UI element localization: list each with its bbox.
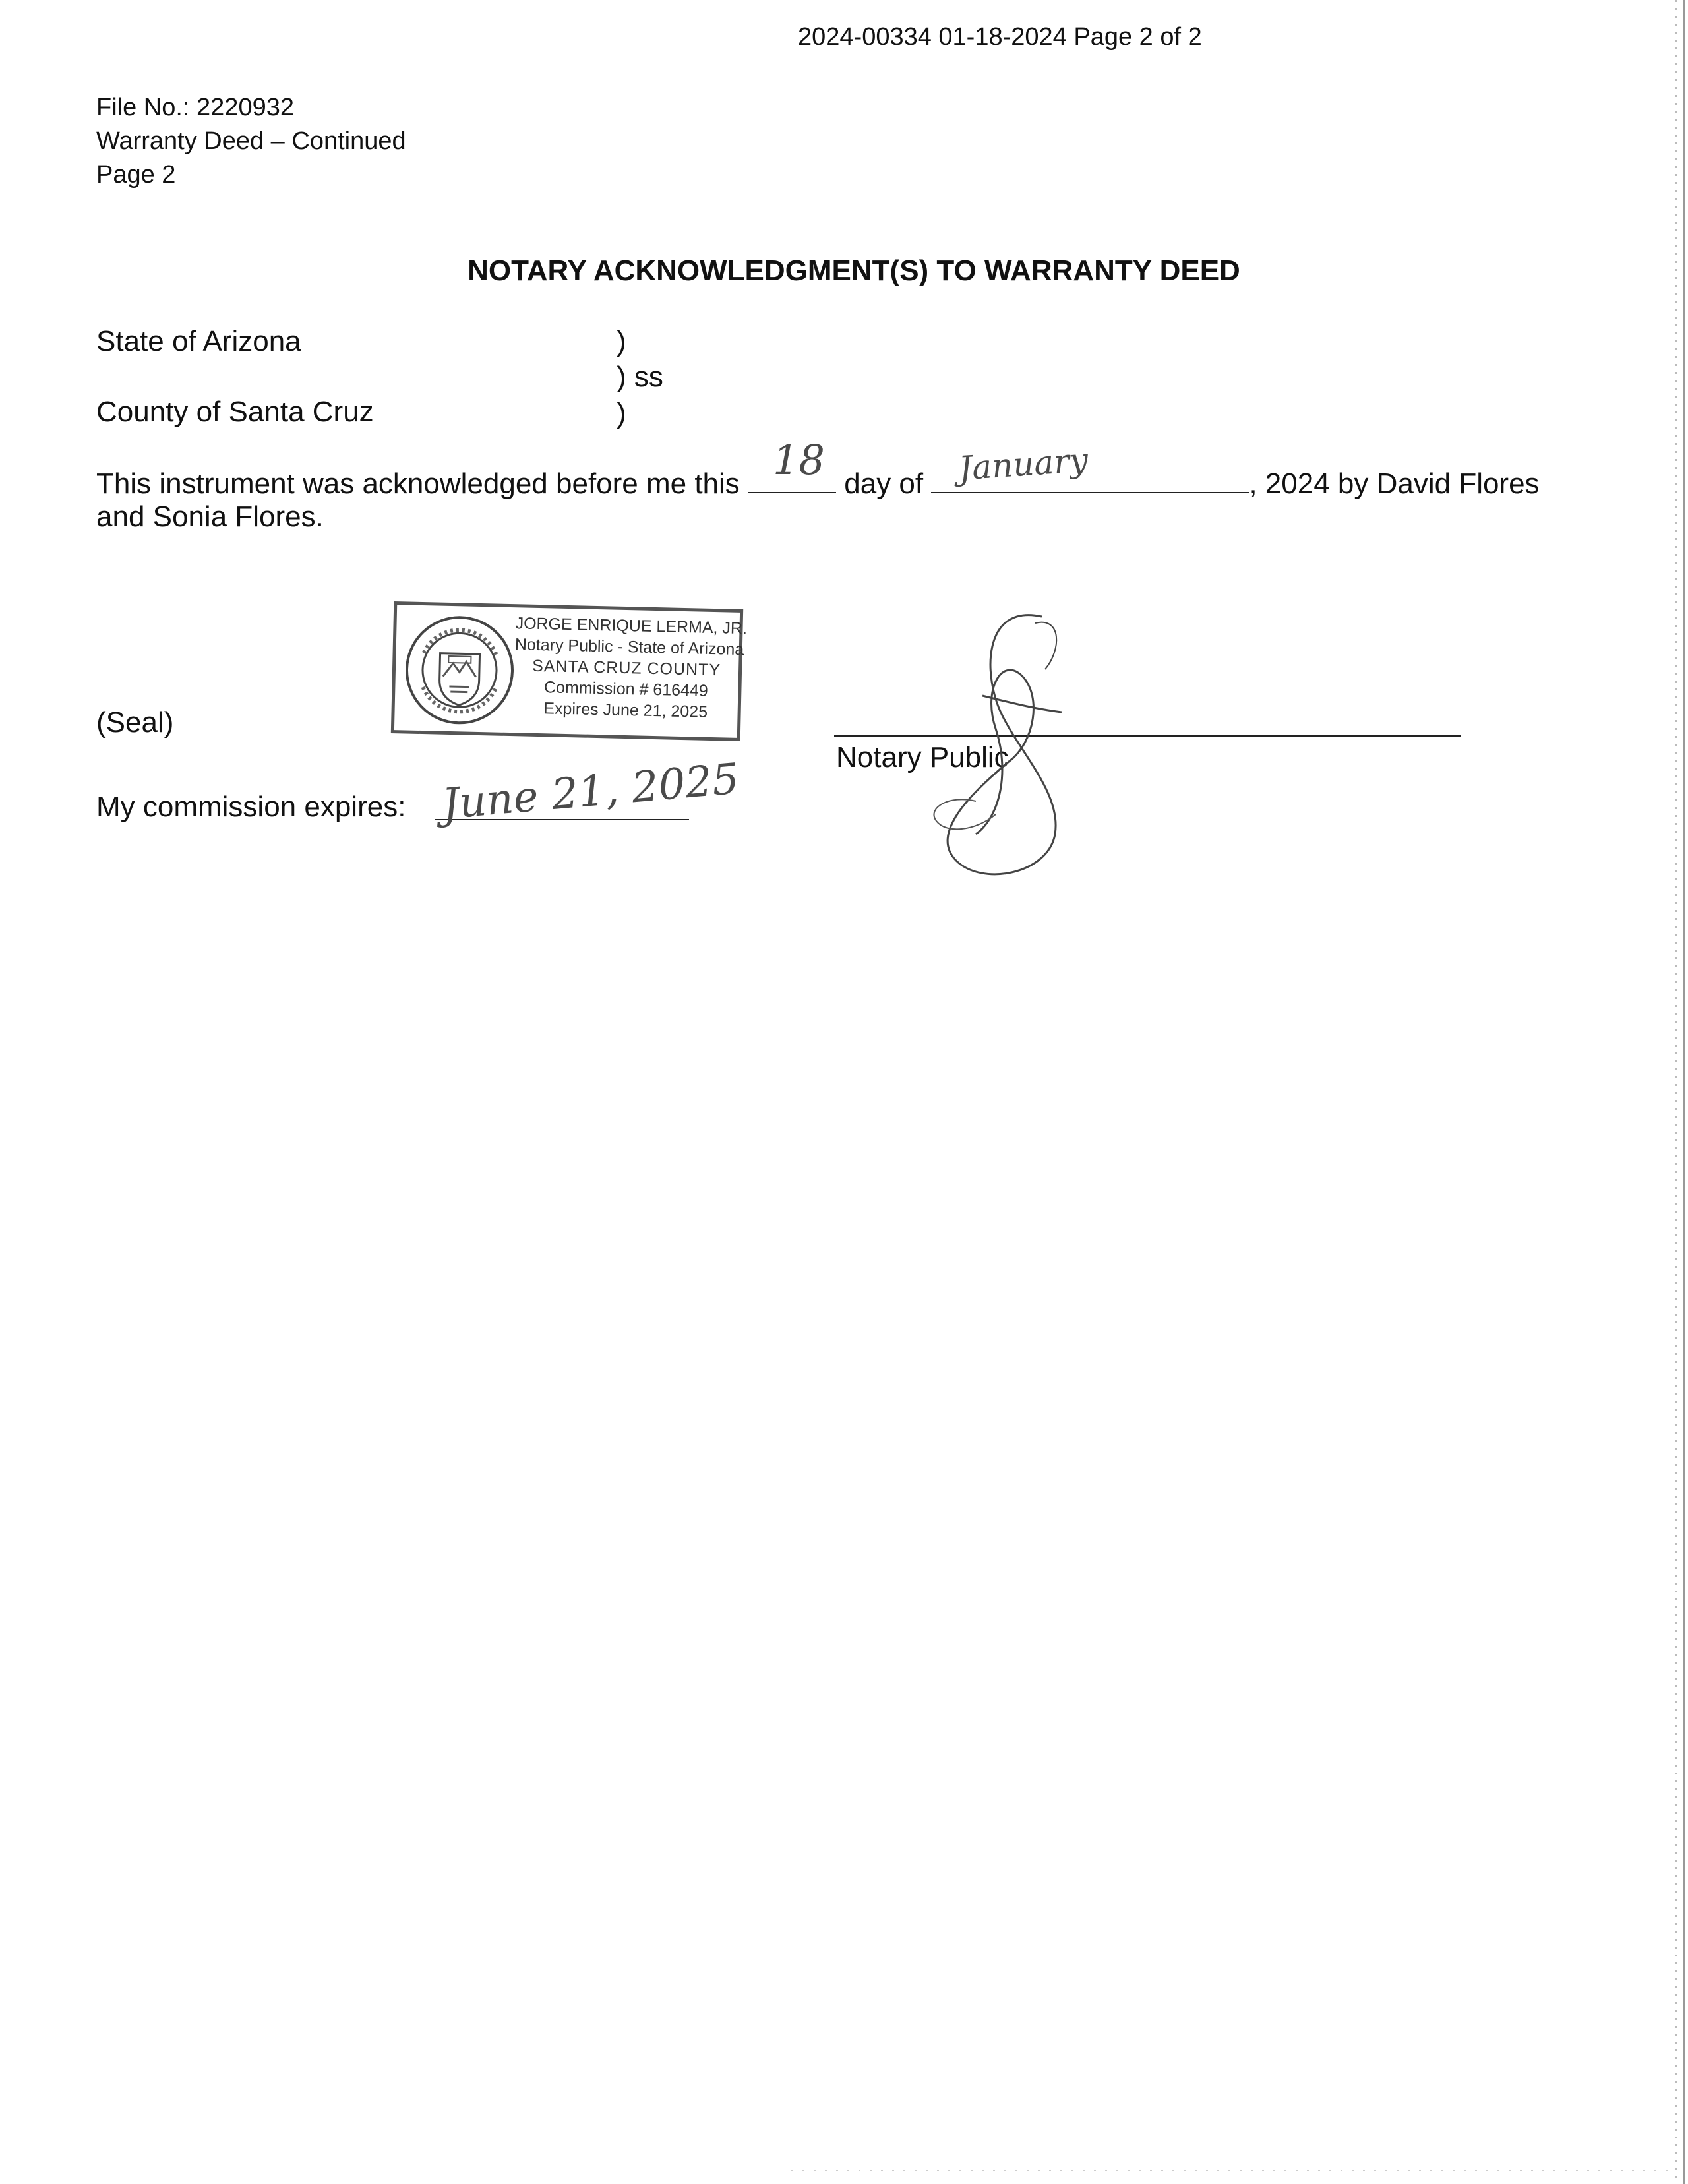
acknowledgment-line-2: and Sonia Flores. — [96, 501, 324, 533]
venue-county: County of Santa Cruz — [96, 396, 374, 428]
file-number: File No.: 2220932 — [96, 94, 294, 121]
page-number: Page 2 — [96, 161, 176, 189]
notary-signature — [785, 597, 1128, 900]
month-blank — [931, 440, 1249, 493]
commission-expires-handwritten: June 21, 2025 — [440, 754, 741, 830]
recording-header: 2024-00334 01-18-2024 Page 2 of 2 — [798, 23, 1202, 51]
file-info-block — [96, 91, 406, 192]
arizona-seal-icon — [402, 613, 517, 727]
venue-ss: ) ss — [617, 361, 663, 393]
scan-edge-artifact — [1662, 0, 1688, 2184]
venue-paren-open: ) — [617, 325, 626, 357]
stamp-commission: Commission # 616449 — [543, 678, 709, 700]
ack-mid: day of — [836, 468, 932, 500]
month-handwritten: January — [957, 440, 1090, 488]
seal-label: (Seal) — [96, 706, 174, 739]
stamp-text — [513, 613, 748, 723]
day-handwritten: 18 — [773, 436, 825, 484]
ack-prefix: This instrument was acknowledged before me this — [96, 468, 748, 500]
venue-state: State of Arizona — [96, 325, 301, 357]
stamp-notary-name: JORGE ENRIQUE LERMA, JR. — [515, 614, 748, 638]
notary-stamp — [391, 601, 748, 741]
venue-paren-close: ) — [617, 397, 626, 429]
stamp-county: SANTA CRUZ COUNTY — [531, 656, 721, 680]
document-title: Warranty Deed – Continued — [96, 127, 406, 155]
stamp-expires: Expires June 21, 2025 — [543, 699, 708, 721]
stamp-title: Notary Public - State of Arizona — [514, 635, 744, 659]
notary-public-label: Notary Public — [836, 741, 1009, 774]
acknowledgment-line-1 — [96, 436, 1540, 501]
day-blank — [748, 436, 836, 493]
commission-expires-label: My commission expires: — [96, 791, 406, 823]
scan-bottom-artifact — [0, 2156, 1688, 2183]
page-title: NOTARY ACKNOWLEDGMENT(S) TO WARRANTY DEED — [467, 255, 1240, 287]
ack-suffix: , 2024 by David Flores — [1249, 468, 1540, 500]
